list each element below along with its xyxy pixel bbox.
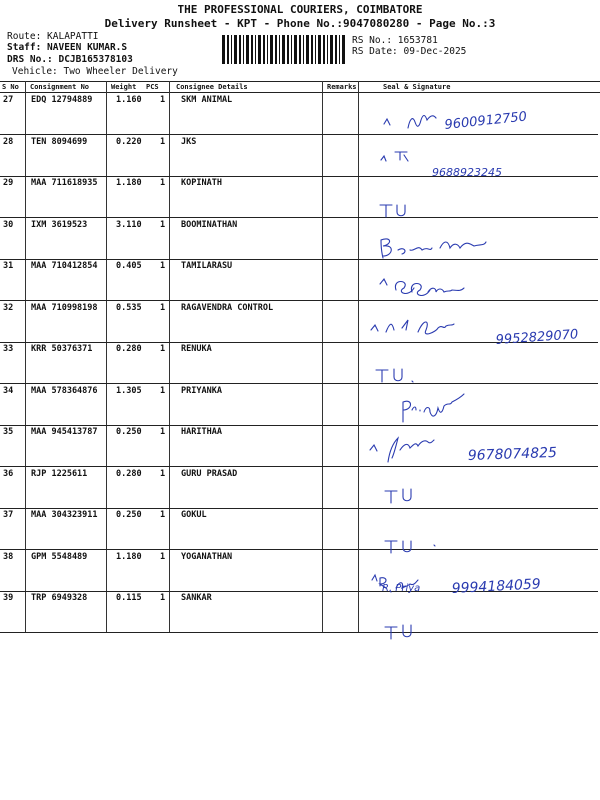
signature-mark [403,394,464,422]
signature-mark [370,438,434,462]
sno-cell: 33 [3,344,14,354]
pcs-cell: 1 [160,386,166,396]
consignee-cell: BOOMINATHAN [181,220,238,230]
consignee-cell: RENUKA [181,344,212,354]
consignment-cell: IXM 3619523 [31,220,88,230]
sno-cell: 35 [3,427,14,437]
consignee-cell: PRIYANKA [181,386,222,396]
consignment-cell: RJP 1225611 [31,469,88,479]
consignee-cell: RAGAVENDRA CONTROL [181,303,274,313]
col-remarks: Remarks [327,83,357,91]
pcs-cell: 1 [160,137,166,147]
weight-cell: 0.250 [116,510,142,520]
sno-cell: 38 [3,552,14,562]
consignee-cell: JKS [181,137,197,147]
sno-cell: 36 [3,469,14,479]
pcs-cell: 1 [160,469,166,479]
sno-cell: 32 [3,303,14,313]
signature-mark [385,625,411,639]
col-sno: S No [2,83,19,91]
consignee-cell: HARITHAA [181,427,222,437]
staff-label: Staff: NAVEEN KUMAR.S [7,42,128,53]
sno-cell: 37 [3,510,14,520]
rs-number: RS No.: 1653781 [352,35,438,46]
col-pcs: PCS [146,83,159,91]
sno-cell: 34 [3,386,14,396]
route-label: Route: KALAPATTI [7,31,99,42]
consignee-cell: GOKUL [181,510,207,520]
consignment-cell: TEN 8094699 [31,137,88,147]
signature-mark [380,205,405,217]
sno-cell: 30 [3,220,14,230]
sno-cell: 39 [3,593,14,603]
col-seal: Seal & Signature [383,83,451,91]
weight-cell: 3.110 [116,220,142,230]
vehicle-label: Vehicle: Two Wheeler Delivery [12,66,178,77]
consignment-cell: GPM 5548489 [31,552,88,562]
weight-cell: 1.160 [116,95,142,105]
col-weight: Weight [111,83,137,91]
pcs-cell: 1 [160,427,166,437]
consignee-cell: GURU PRASAD [181,469,238,479]
drs-number: DRS No.: DCJB165378103 [7,54,133,65]
sno-cell: 28 [3,137,14,147]
weight-cell: 0.115 [116,593,142,603]
consignee-cell: YOGANATHAN [181,552,233,562]
handwritten-phone: 9600912750 [443,109,528,133]
signature-mark [384,116,436,129]
consignment-cell: MAA 578364876 [31,386,98,396]
weight-cell: 0.280 [116,344,142,354]
consignee-cell: KOPINATH [181,178,222,188]
weight-cell: 0.250 [116,427,142,437]
handwritten-phone: 9952829070 [495,327,579,348]
consignment-cell: MAA 710412854 [31,261,98,271]
col-consignee: Consignee Details [176,83,248,91]
handwritten-phone: 9688923245 [432,166,502,179]
consignment-cell: MAA 711618935 [31,178,98,188]
consignment-cell: MAA 710998198 [31,303,98,313]
weight-cell: 0.535 [116,303,142,313]
weight-cell: 1.180 [116,552,142,562]
consignment-cell: EDQ 12794889 [31,95,93,105]
consignment-cell: KRR 50376371 [31,344,93,354]
signature-mark [376,369,413,382]
consignment-cell: MAA 945413787 [31,427,98,437]
weight-cell: 0.280 [116,469,142,479]
rs-date: RS Date: 09-Dec-2025 [352,46,467,57]
pcs-cell: 1 [160,220,166,230]
runsheet-title: Delivery Runsheet - KPT - Phone No.:9047080280 - Page No.:3 [104,17,496,30]
consignee-cell: SKM ANIMAL [181,95,233,105]
pcs-cell: 1 [160,593,166,603]
pcs-cell: 1 [160,303,166,313]
signature-mark [380,279,464,295]
handwritten-phone: 9678074825 [467,444,558,464]
signature-mark [381,152,408,161]
pcs-cell: 1 [160,178,166,188]
consignee-cell: SANKAR [181,593,212,603]
col-consignment: Consignment No [30,83,90,91]
signature-mark [381,239,486,258]
signature-mark [385,541,435,553]
weight-cell: 1.180 [116,178,142,188]
company-title: THE PROFESSIONAL COURIERS, COIMBATORE [177,3,423,16]
sno-cell: 31 [3,261,14,271]
signature-mark [371,320,454,334]
consignee-cell: TAMILARASU [181,261,233,271]
handwritten-phone: 9994184059 [451,576,542,597]
weight-cell: 0.220 [116,137,142,147]
pcs-cell: 1 [160,261,166,271]
handwritten-name: R. Priya [382,583,421,594]
sno-cell: 29 [3,178,14,188]
consignment-cell: TRP 6949328 [31,593,88,603]
weight-cell: 1.305 [116,386,142,396]
pcs-cell: 1 [160,552,166,562]
sno-cell: 27 [3,95,14,105]
pcs-cell: 1 [160,95,166,105]
consignment-cell: MAA 304323911 [31,510,98,520]
pcs-cell: 1 [160,344,166,354]
weight-cell: 0.405 [116,261,142,271]
signature-mark [385,489,411,503]
pcs-cell: 1 [160,510,166,520]
